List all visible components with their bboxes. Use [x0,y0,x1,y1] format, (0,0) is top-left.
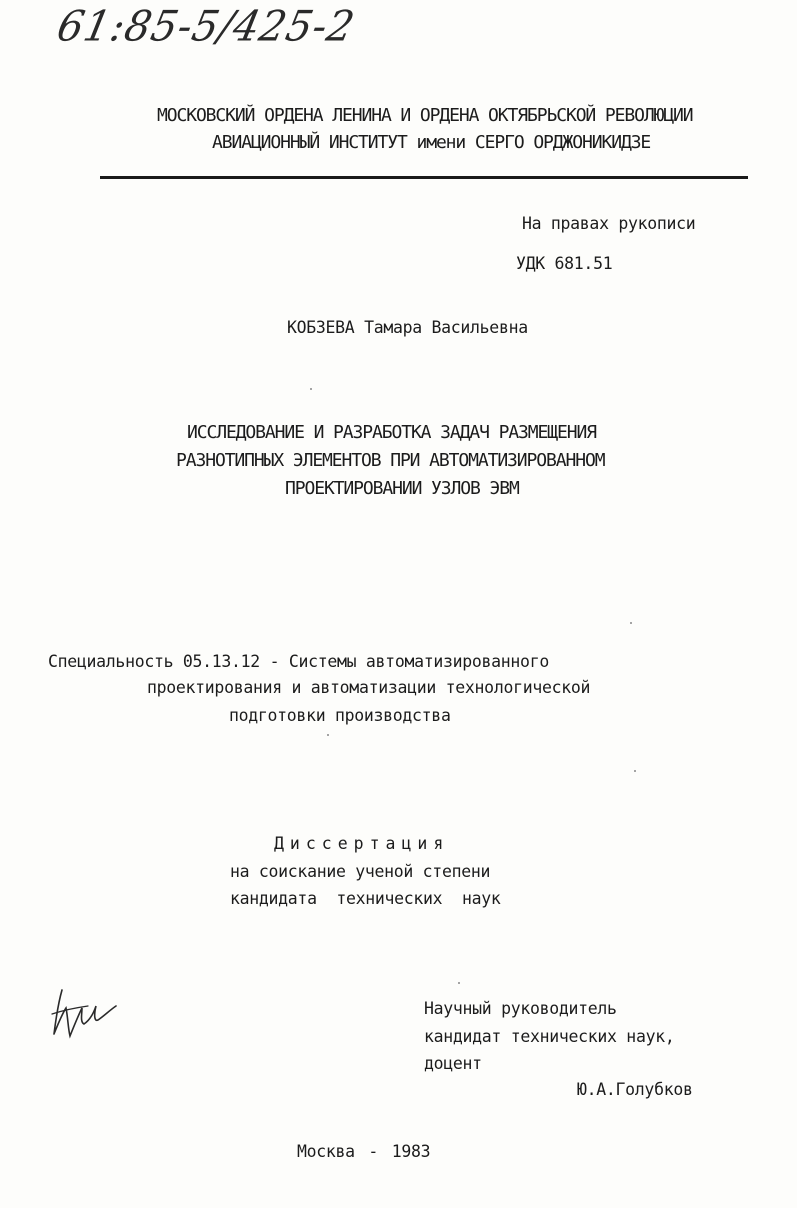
supervisor-name: Ю.А.Голубков [577,1080,693,1099]
supervisor-title: Научный руководитель [424,999,617,1018]
dissertation-field-line: кандидата технических наук [230,889,501,908]
thesis-title-line-1: ИССЛЕДОВАНИЕ И РАЗРАБОТКА ЗАДАЧ РАЗМЕЩЕНИЯ [187,422,596,443]
thesis-title-line-2: РАЗНОТИПНЫХ ЭЛЕМЕНТОВ ПРИ АВТОМАТИЗИРОВАННОМ [176,450,605,471]
specialty-line-2: проектирования и автоматизации технологической [147,678,591,697]
udc-code: УДК 681.51 [516,254,613,273]
header-divider [100,176,748,179]
manuscript-note: На правах рукописи [522,214,696,233]
paper-speck [458,982,460,984]
specialty-line-3: подготовки производства [229,706,451,725]
institution-line-1: МОСКОВСКИЙ ОРДЕНА ЛЕНИНА И ОРДЕНА ОКТЯБРЬСКОЙ РЕВОЛЮЦИИ [157,105,693,126]
paper-speck [630,622,632,624]
paper-speck [310,388,312,390]
supervisor-rank: доцент [424,1054,482,1073]
signature-scribble [48,984,120,1048]
dissertation-degree-line: на соискание ученой степени [230,862,491,881]
dissertation-heading: Диссертация [274,834,450,853]
specialty-line-1: Специальность 05.13.12 - Системы автоматизированного [48,652,549,671]
paper-speck [634,770,636,772]
thesis-title-line-3: ПРОЕКТИРОВАНИИ УЗЛОВ ЭВМ [285,478,519,499]
archive-handwritten-mark: 61:85-5/425-2 [52,2,360,52]
paper-speck [327,734,329,736]
supervisor-degree: кандидат технических наук, [424,1027,675,1046]
author-name: КОБЗЕВА Тамара Васильевна [287,318,528,337]
place-and-year: Москва - 1983 [297,1142,431,1161]
institution-line-2: АВИАЦИОННЫЙ ИНСТИТУТ имени СЕРГО ОРДЖОНИКИДЗЕ [212,132,651,153]
